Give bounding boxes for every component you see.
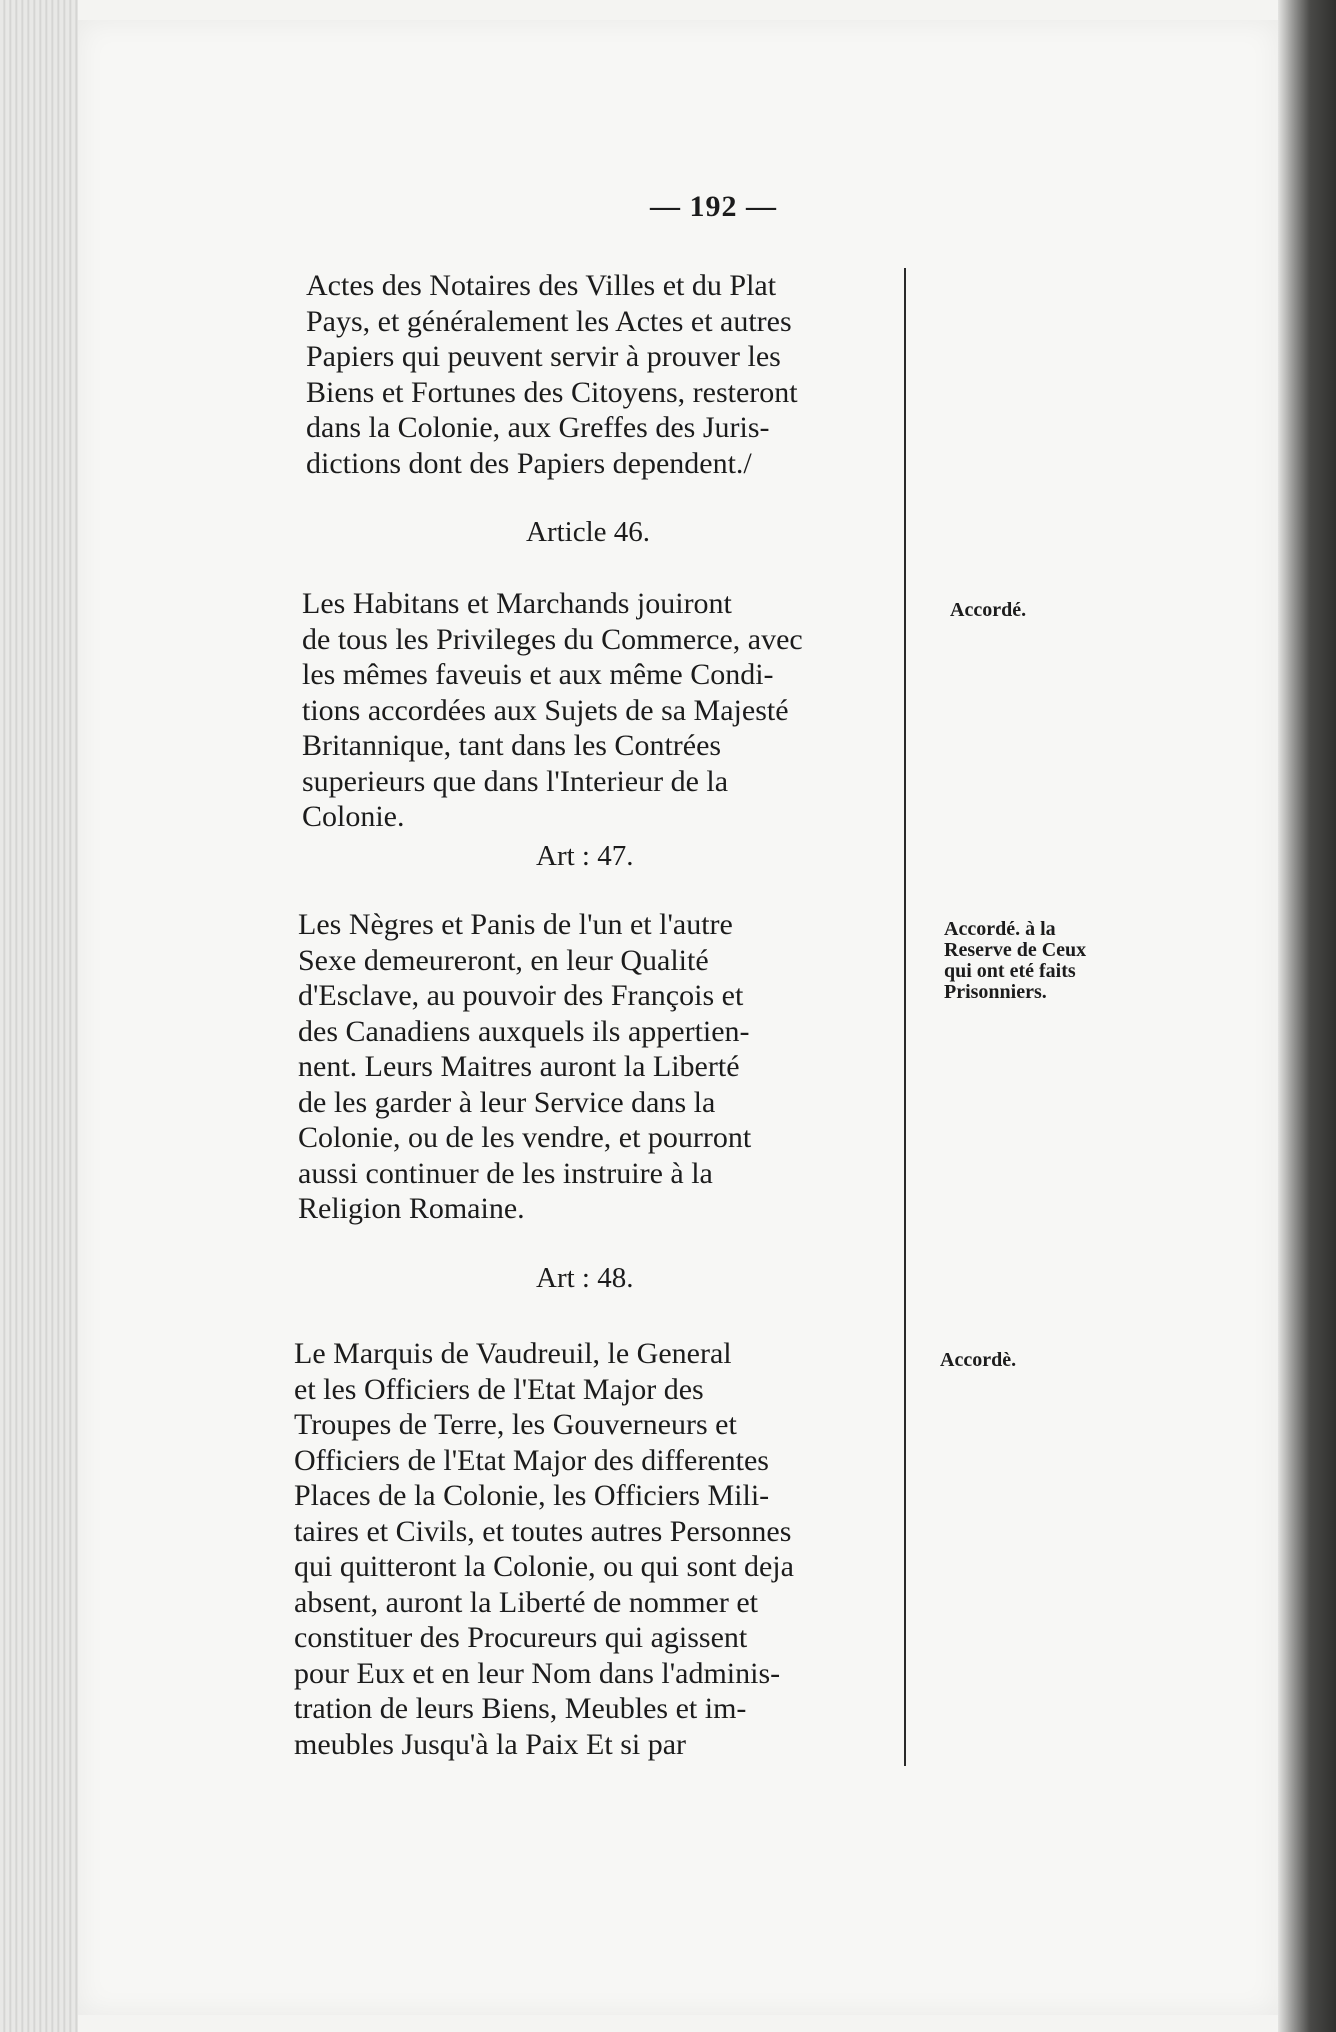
paragraph-continuation: Actes des Notaires des Villes et du Plat Pays, et généralement les Actes et autres Papiers qui peuvent servir à prouver les Biens et Fortunes des Citoyens, resteront dans la Colonie, aux Greffes des Juris- dictions dont des Papiers dependent./ — [306, 269, 798, 480]
page-number: — 192 — — [650, 190, 777, 223]
article-48-text: Le Marquis de Vaudreuil, le General et les Officiers de l'Etat Major des Troupes de Terre, les Gouverneurs et Officiers de l'Etat Major des differentes Places de la Colonie, les Officiers Mili- taires et Civils, et toutes autres Personnes qui quitteront la Colonie, ou qui sont deja absent, auront la Liberté de nommer et constituer des Procureurs qui agissent pour Eux et en leur Nom dans l'adminis- tration de leurs Biens, Meubles et im- meubles Jusqu'à la Paix Et si par — [294, 1337, 794, 1761]
column-divider — [904, 268, 906, 1766]
article-46-note: Accordé. — [950, 599, 1027, 621]
article-48-heading: Art : 48. — [536, 1262, 634, 1294]
binding-shadow — [1278, 0, 1336, 2032]
article-46-text: Les Habitans et Marchands jouiront de tous les Privileges du Commerce, avec les mêmes faveuis et aux même Condi- tions accordées aux Sujets de sa Majesté Britannique, tant dans les Contrées superieurs que dans l'Interieur de la Colonie. — [302, 587, 803, 833]
article-47-heading: Art : 47. — [536, 840, 634, 872]
article-46-heading: Article 46. — [526, 516, 651, 548]
article-47-text: Les Nègres et Panis de l'un et l'autre Sexe demeureront, en leur Qualité d'Esclave, au pouvoir des François et des Canadiens auxquels ils appertien- nent. Leurs Maitres auront la Liberté de les garder à leur Service dans la Colonie, ou de les vendre, et pourront aussi continuer de les instruire à la Religion Romaine. — [298, 908, 752, 1225]
book-page-edges — [0, 0, 78, 2032]
article-48-note: Accordè. — [940, 1349, 1017, 1371]
article-47-note: Accordé. à la Reserve de Ceux qui ont eté faits Prisonniers. — [944, 918, 1087, 1003]
